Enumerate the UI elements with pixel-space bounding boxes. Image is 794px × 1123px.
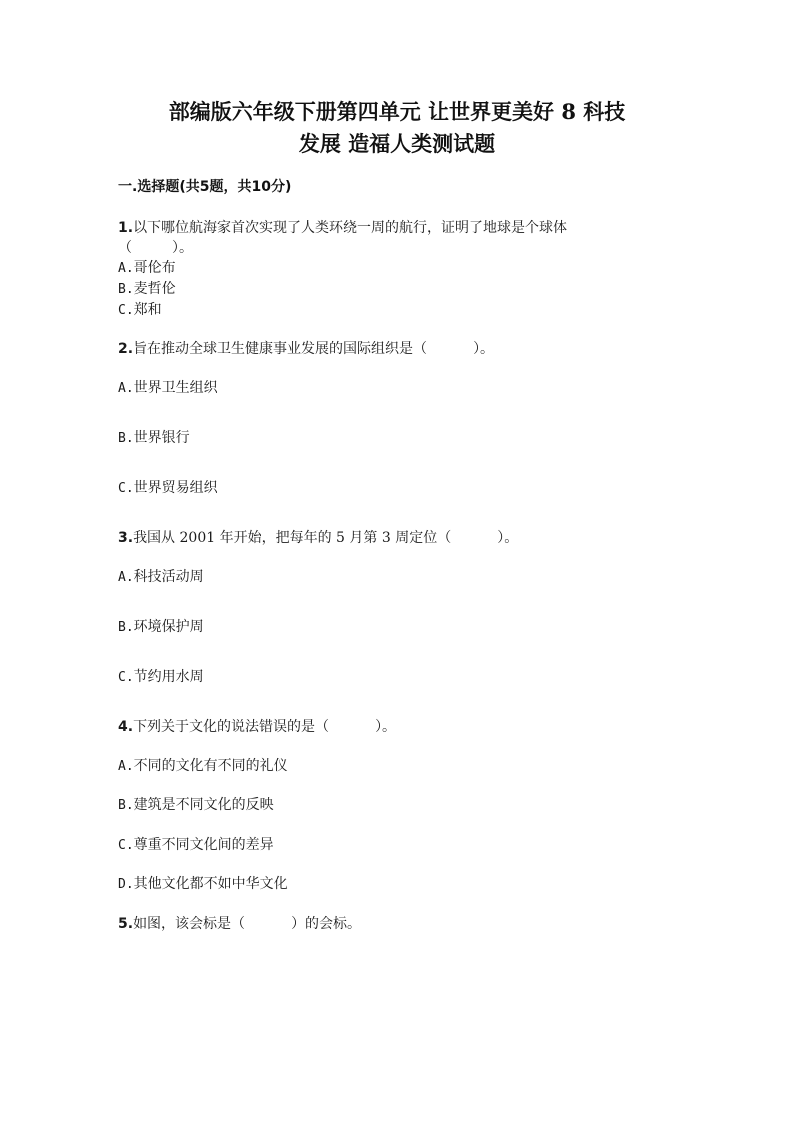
question-text: 以下哪位航海家首次实现了人类环绕一周的航行，证明了地球是个球体 (133, 220, 568, 236)
question-4-option-c: C.尊重不同文化间的差异 (118, 837, 274, 853)
question-1-option-b: B.麦哲伦 (118, 281, 176, 297)
question-1-stem (118, 219, 567, 237)
document-title-line-2: 发展 造福人类测试题 (298, 131, 496, 156)
question-2-option-a: A.世界卫生组织 (118, 380, 218, 396)
document-title-line-1: 部编版六年级下册第四单元 让世界更美好 8 科技 (168, 99, 626, 124)
question-4-option-d: D.其他文化都不如中华文化 (118, 876, 288, 892)
question-4-option-b: B.建筑是不同文化的反映 (118, 797, 274, 813)
question-3-option-c: C.节约用水周 (118, 669, 204, 685)
question-1-option-c: C.郑和 (118, 302, 162, 318)
question-3-stem: 3.我国从 2001 年开始，把每年的 5 月第 3 周定位（ ）。 (118, 530, 519, 546)
question-2-option-b: B.世界银行 (118, 430, 190, 446)
question-number: 3. (118, 530, 134, 546)
question-4-option-a: A.不同的文化有不同的礼仪 (118, 758, 288, 774)
question-2-option-c: C.世界贸易组织 (118, 480, 218, 496)
question-number: 2. (118, 341, 134, 357)
question-number: 4. (118, 719, 134, 735)
question-3-option-a: A.科技活动周 (118, 569, 204, 585)
question-4-stem: 4.下列关于文化的说法错误的是（ ）。 (118, 719, 397, 735)
question-5-stem: 5.如图，该会标是（ ）的会标。 (118, 916, 362, 932)
question-1-option-a: A.哥伦布 (118, 260, 176, 276)
question-number: 5. (118, 916, 134, 932)
question-1-blank-line: （ ）。 (118, 240, 193, 256)
question-2-stem: 2.旨在推动全球卫生健康事业发展的国际组织是（ ）。 (118, 341, 495, 357)
question-number: 1. (118, 220, 134, 236)
section-heading: 一.选择题(共5题，共10分) (118, 179, 292, 195)
question-3-option-b: B.环境保护周 (118, 619, 204, 635)
